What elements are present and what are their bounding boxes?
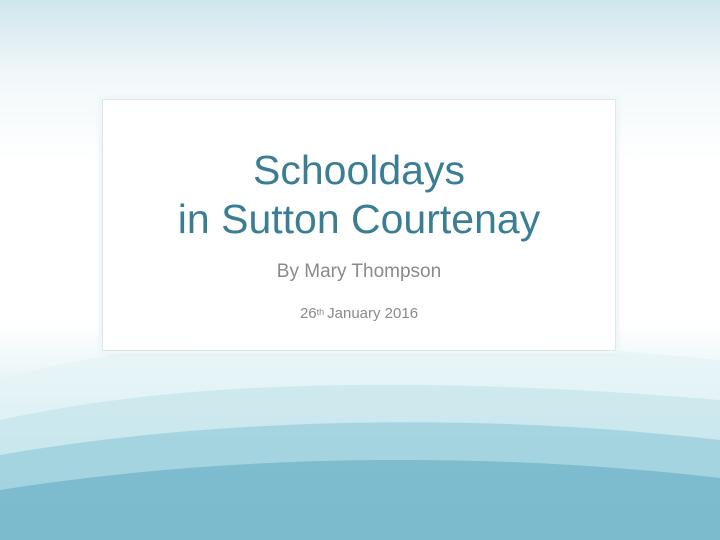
title-line-2: in Sutton Courtenay: [177, 196, 541, 242]
title-line-1: Schooldays: [253, 147, 465, 193]
date-day: 26: [299, 305, 317, 322]
title-frame: [102, 99, 616, 351]
date-suffix: th: [316, 307, 325, 317]
presentation-date: [103, 304, 615, 324]
author-subtitle: By Mary Thompson: [276, 261, 442, 282]
slide-title: [103, 146, 615, 244]
date-month-year: January 2016: [327, 305, 419, 322]
